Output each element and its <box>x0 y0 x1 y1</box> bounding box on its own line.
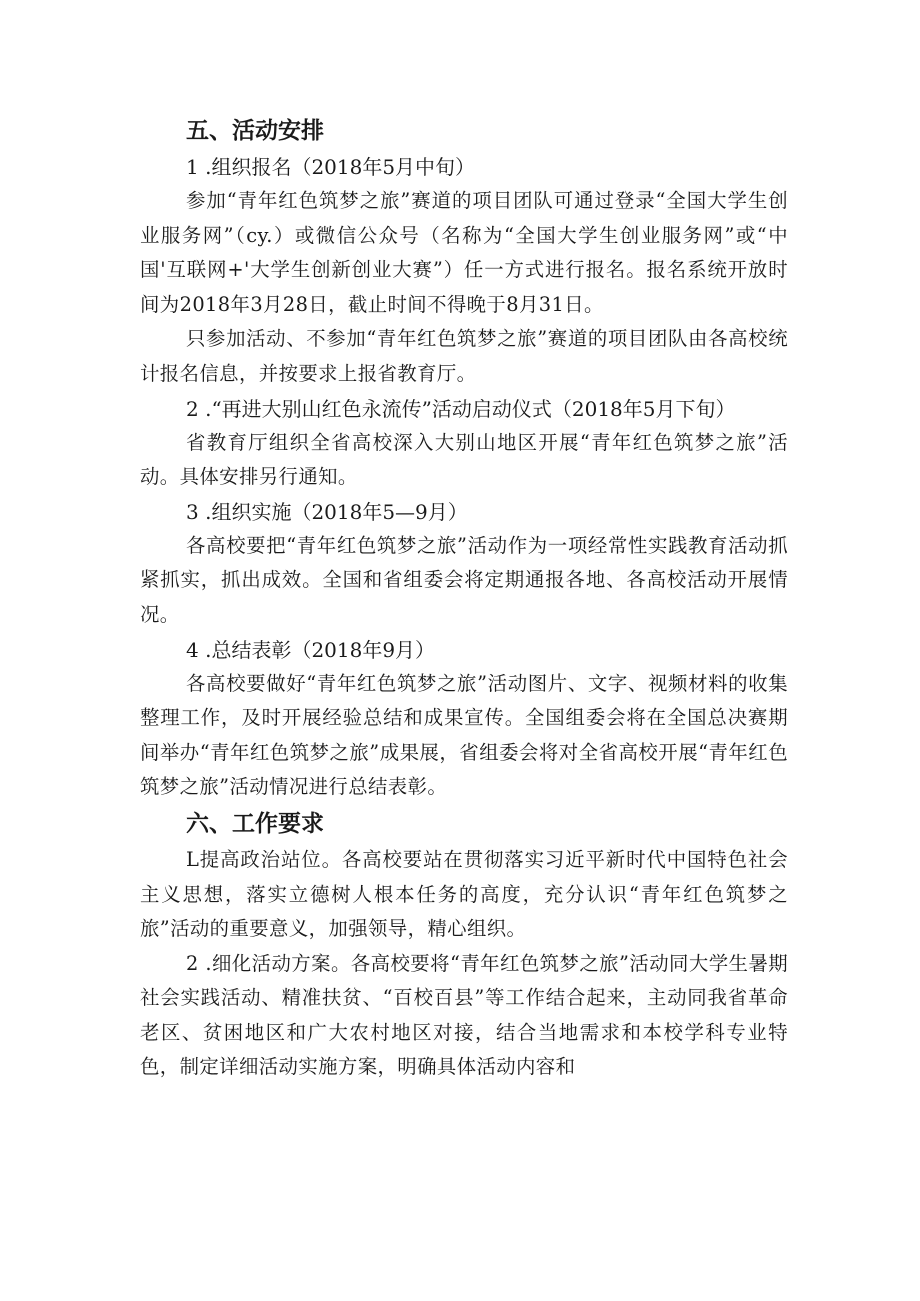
item-2-heading: 2 .“再进大别山红色永流传”活动启动仪式（2018年5月下旬） <box>186 396 736 421</box>
section-6-title: 六、工作要求 <box>186 810 324 837</box>
item-4-paragraph-1: 各高校要做好“青年红色筑梦之旅”活动图片、文字、视频材料的收集整理工作，及时开展经验总结和成果宣传。全国组委会将在全国总决赛期间举办“青年红色筑梦之旅”成果展，省组委会将对全省高校开展“青年红色筑梦之旅”活动情况进行总结表彰。 <box>140 671 788 799</box>
requirement-2-paragraph: 2 .细化活动方案。各高校要将“青年红色筑梦之旅”活动同大学生暑期社会实践活动、精准扶贫、“百校百县”等工作结合起来，主动同我省革命老区、贫困地区和广大农村地区对接，结合当地需求和本校学科专业特色，制定详细活动实施方案，明确具体活动内容和 <box>140 951 788 1079</box>
requirement-1-paragraph: L提高政治站位。各高校要站在贯彻落实习近平新时代中国特色社会主义思想，落实立德树人根本任务的高度，充分认识“青年红色筑梦之旅”活动的重要意义，加强领导，精心组织。 <box>140 847 788 941</box>
section-5-title: 五、活动安排 <box>186 118 324 144</box>
item-3-heading: 3 .组织实施（2018年5—9月） <box>186 499 468 524</box>
item-2-paragraph-1: 省教育厅组织全省高校深入大别山地区开展“青年红色筑梦之旅”活动。具体安排另行通知。 <box>140 430 788 489</box>
item-1-paragraph-1: 参加“青年红色筑梦之旅”赛道的项目团队可通过登录“全国大学生创业服务网”（cy.）或微信公众号（名称为“全国大学生创业服务网”或“中国'互联网+'大学生创新创业大赛”）任一方式进行报名。报名系统开放时间为2018年3月28日，截止时间不得晚于8月31日。 <box>140 189 788 316</box>
document-page <box>140 112 788 1085</box>
item-3-paragraph-1: 各高校要把“青年红色筑梦之旅”活动作为一项经常性实践教育活动抓紧抓实，抓出成效。全国和省组委会将定期通报各地、各高校活动开展情况。 <box>140 533 788 626</box>
item-1-heading: 1 .组织报名（2018年5月中旬） <box>186 155 476 179</box>
item-1-paragraph-2: 只参加活动、不参加“青年红色筑梦之旅”赛道的项目团队由各高校统计报名信息，并按要求上报省教育厅。 <box>140 327 788 385</box>
item-4-heading: 4 .总结表彰（2018年9月） <box>186 637 436 662</box>
